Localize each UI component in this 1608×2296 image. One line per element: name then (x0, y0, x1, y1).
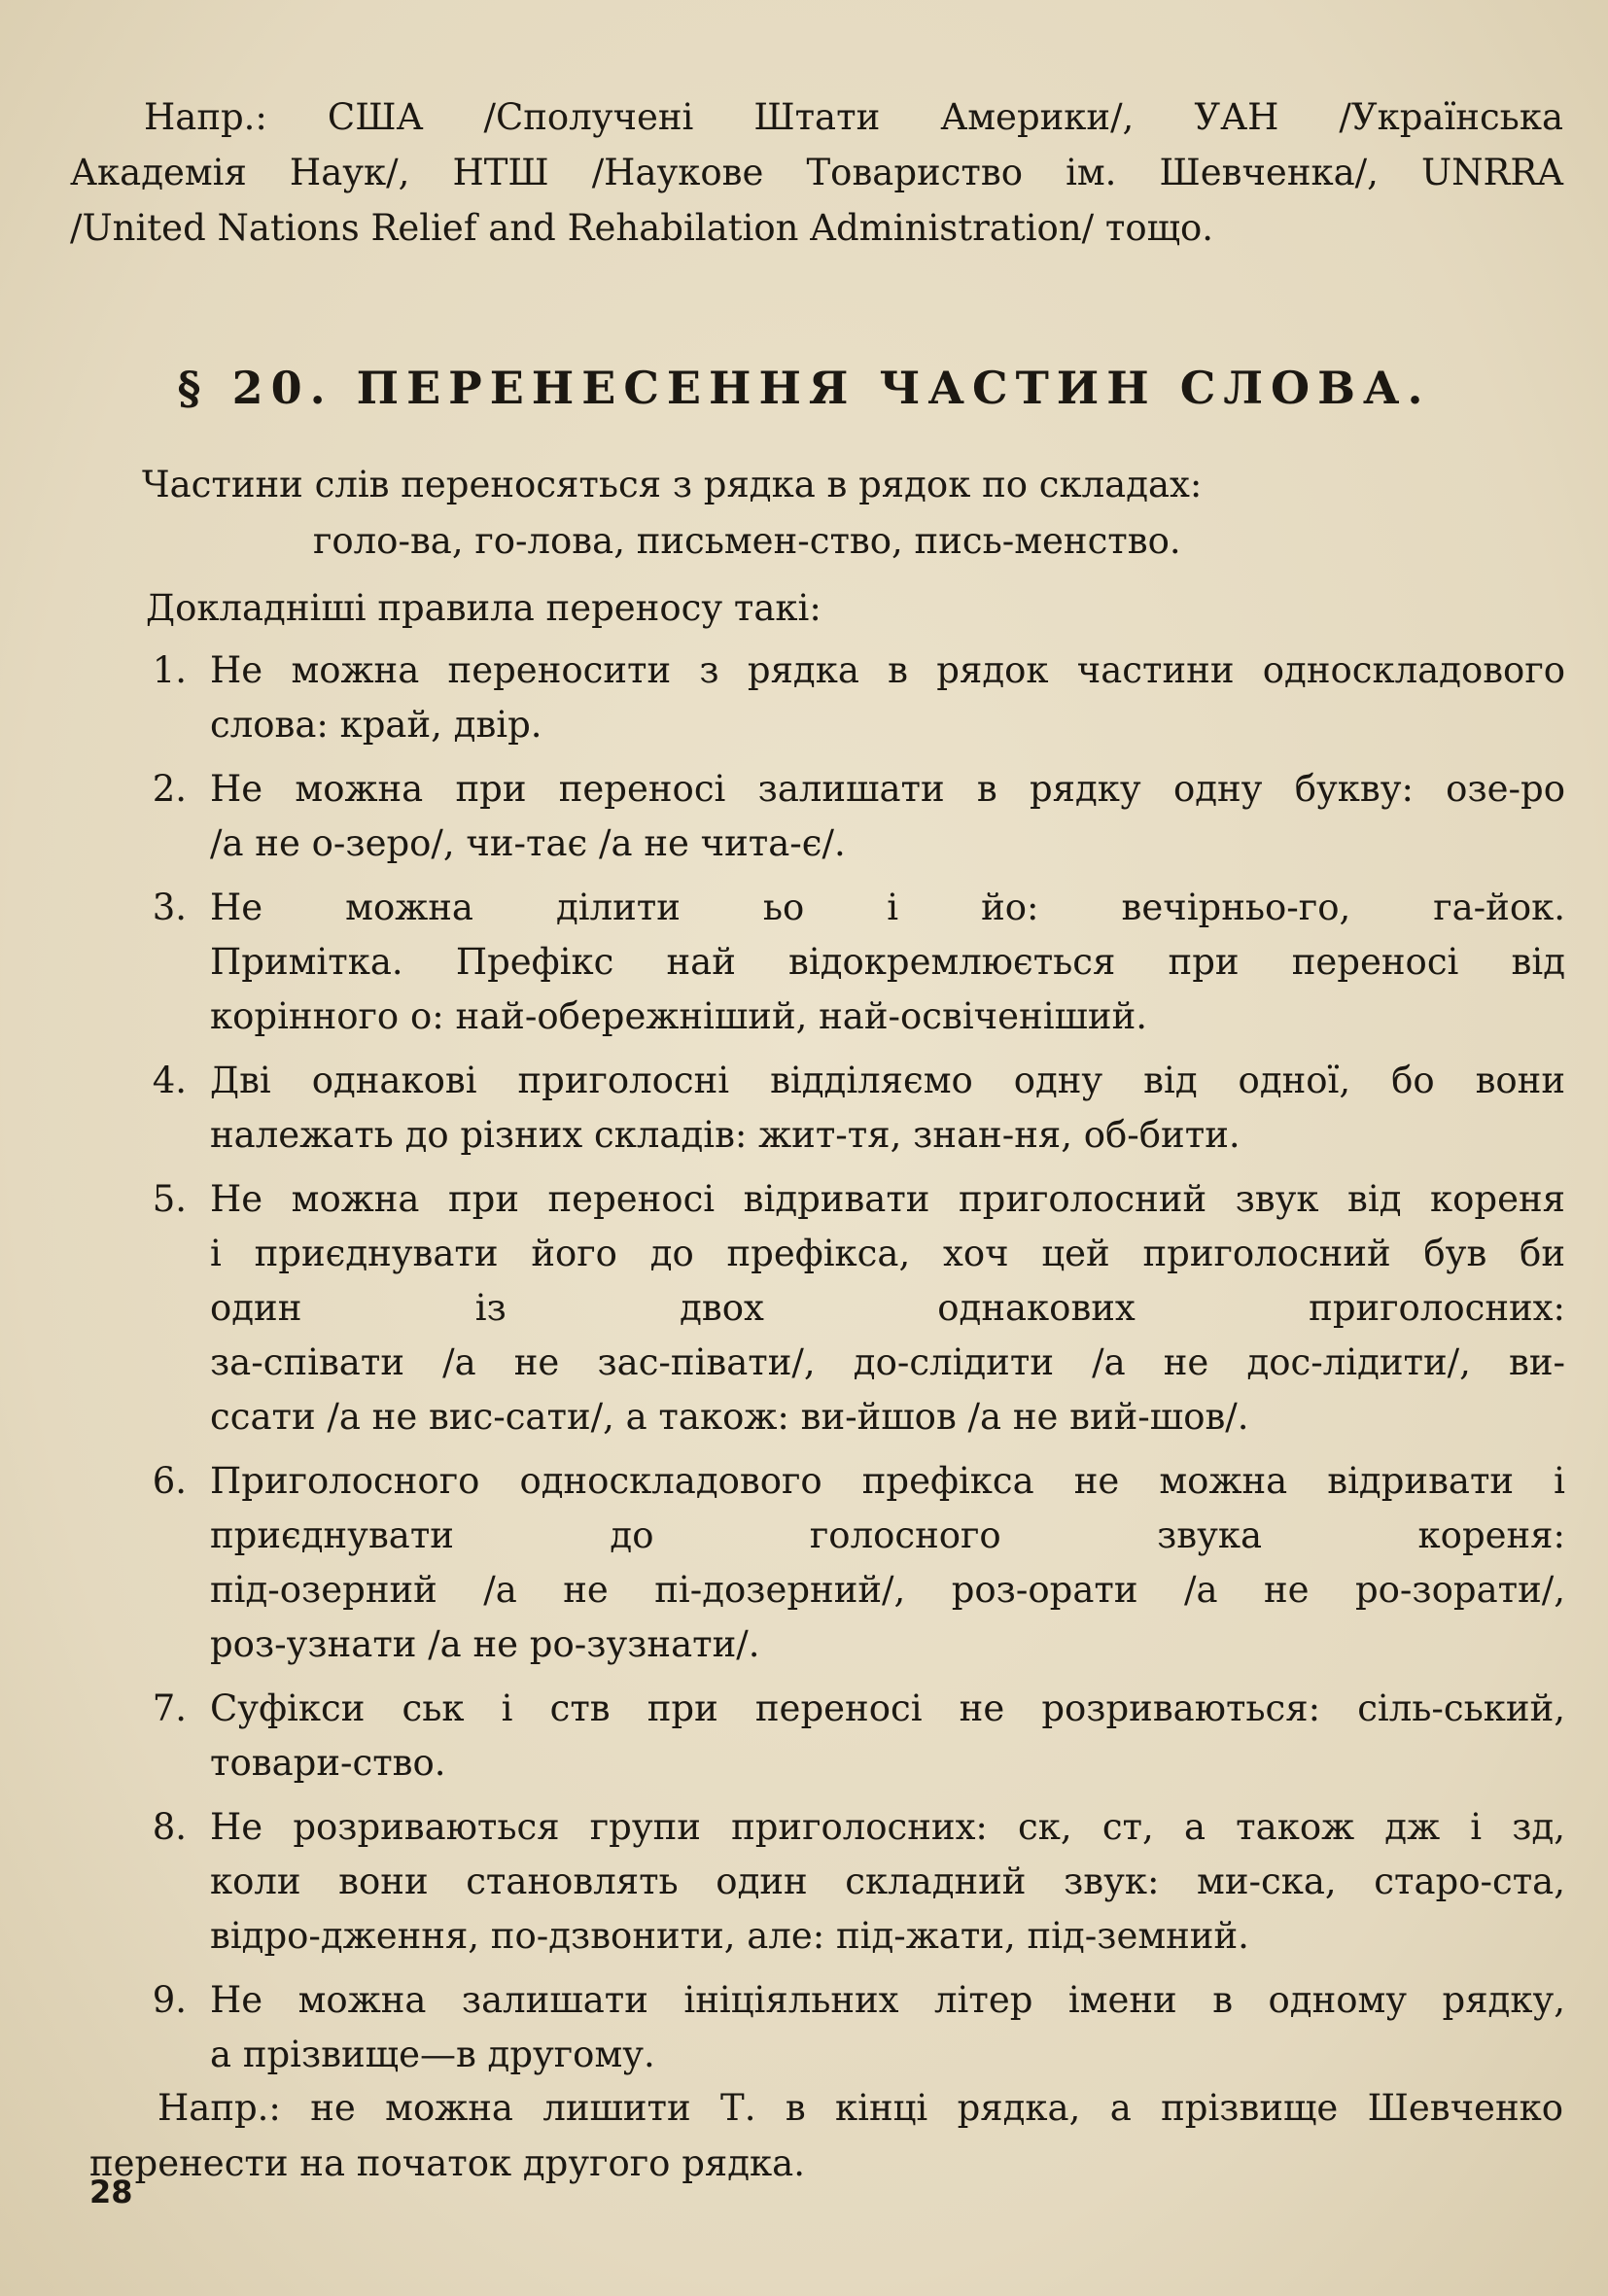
rule-item (136, 1172, 1565, 1444)
rule-item (136, 881, 1565, 1044)
section-heading: § 20. ПЕРЕНЕСЕННЯ ЧАСТИН СЛОВА. (177, 362, 1431, 414)
rule-line: ссати /а не вис-сати/, а також: ви-йшов /а не вий-шов/. (210, 1396, 1249, 1438)
rule-line: належать до різних складів: жит-тя, знан-ня, об-бити. (210, 1114, 1241, 1156)
footer-line: перенести на початок другого рядка. (89, 2142, 805, 2184)
rules-list (136, 644, 1565, 2092)
rule-item (136, 1800, 1565, 1964)
rule-number: 8. (152, 1806, 187, 1848)
rule-line: Дві однакові приголосні відділяємо одну від одної, бо вони (210, 1060, 1565, 1101)
rule-number: 9. (152, 1979, 187, 2021)
intro-line: Напр.: США /Сполучені Штати Америки/, УАН /Українська (144, 96, 1563, 138)
rule-line: Примітка. Префікс най відокремлюється при переносі від (210, 941, 1565, 983)
rule-line: Не можна при переносі відривати приголосний звук від кореня (210, 1178, 1565, 1220)
lead-paragraph (142, 457, 1491, 512)
rule-item (136, 1054, 1565, 1163)
rule-number: 1. (152, 649, 187, 691)
rule-item (136, 1973, 1565, 2082)
intro-line: Академія Наук/, НТШ /Наукове Товариство ім. Шевченка/, UNRRA (70, 152, 1563, 193)
rule-line: під-озерний /а не пі-дозерний/, роз-орати /а не ро-зорати/, (210, 1569, 1565, 1611)
intro-line: /United Nations Relief and Rehabilation Administration/ тощо. (70, 207, 1214, 249)
footer-paragraph (89, 2080, 1563, 2191)
rule-line: корінного о: най-обережніший, най-освіченіший. (210, 995, 1148, 1037)
rule-line: і приєднувати його до префікса, хоч цей приголосний був би (210, 1233, 1565, 1274)
lead-text: Частини слів переносяться з рядка в рядок по складах: (142, 464, 1203, 505)
rule-line: один із двох однакових приголосних: (210, 1287, 1565, 1329)
rule-line: Не можна переносити з рядка в рядок частини односкладового (210, 649, 1565, 691)
rule-item (136, 1454, 1565, 1672)
rule-item (136, 1682, 1565, 1791)
footer-line: Напр.: не можна лишити Т. в кінці рядка, а прізвище Шевченко (157, 2087, 1563, 2129)
rule-line: роз-узнати /а не ро-зузнати/. (210, 1623, 760, 1665)
page-number: 28 (89, 2174, 133, 2210)
rule-line: Не розриваються групи приголосних: ск, ст, а також дж і зд, (210, 1806, 1565, 1848)
intro-paragraph (70, 89, 1563, 256)
rule-item (136, 762, 1565, 871)
rules-intro: Докладніші правила переносу такі: (146, 587, 821, 629)
rule-number: 4. (152, 1060, 187, 1101)
rule-line: Не можна ділити ьо і йо: вечірньо-го, га-йок. (210, 887, 1565, 928)
rule-number: 6. (152, 1460, 187, 1502)
rule-line: за-співати /а не зас-півати/, до-слідити /а не дос-лідити/, ви- (210, 1341, 1565, 1383)
rule-line: Не можна залишати ініціяльних літер імени в одному рядку, (210, 1979, 1565, 2021)
rule-number: 2. (152, 768, 187, 810)
rule-line: товари-ство. (210, 1742, 446, 1784)
rule-number: 7. (152, 1687, 187, 1729)
rule-line: Суфікси ськ і ств при переносі не розриваються: сіль-ський, (210, 1687, 1565, 1729)
rule-line: Не можна при переносі залишати в рядку одну букву: озе-ро (210, 768, 1565, 810)
rule-number: 3. (152, 887, 187, 928)
rule-line: приєднувати до голосного звука кореня: (210, 1514, 1565, 1556)
rule-line: а прізвище—в другому. (210, 2034, 655, 2075)
rule-line: коли вони становлять один складний звук: ми-ска, старо-ста, (210, 1861, 1565, 1902)
rule-line: слова: край, двір. (210, 704, 542, 746)
rule-item (136, 644, 1565, 752)
rule-line: /а не о-зеро/, чи-тає /а не чита-є/. (210, 822, 846, 864)
rule-number: 5. (152, 1178, 187, 1220)
rule-line: відро-дження, по-дзвонити, але: під-жати, під-земний. (210, 1915, 1249, 1957)
rule-line: Приголосного односкладового префікса не можна відривати і (210, 1460, 1565, 1502)
lead-example: голо-ва, го-лова, письмен-ство, пись-менство. (313, 520, 1181, 562)
